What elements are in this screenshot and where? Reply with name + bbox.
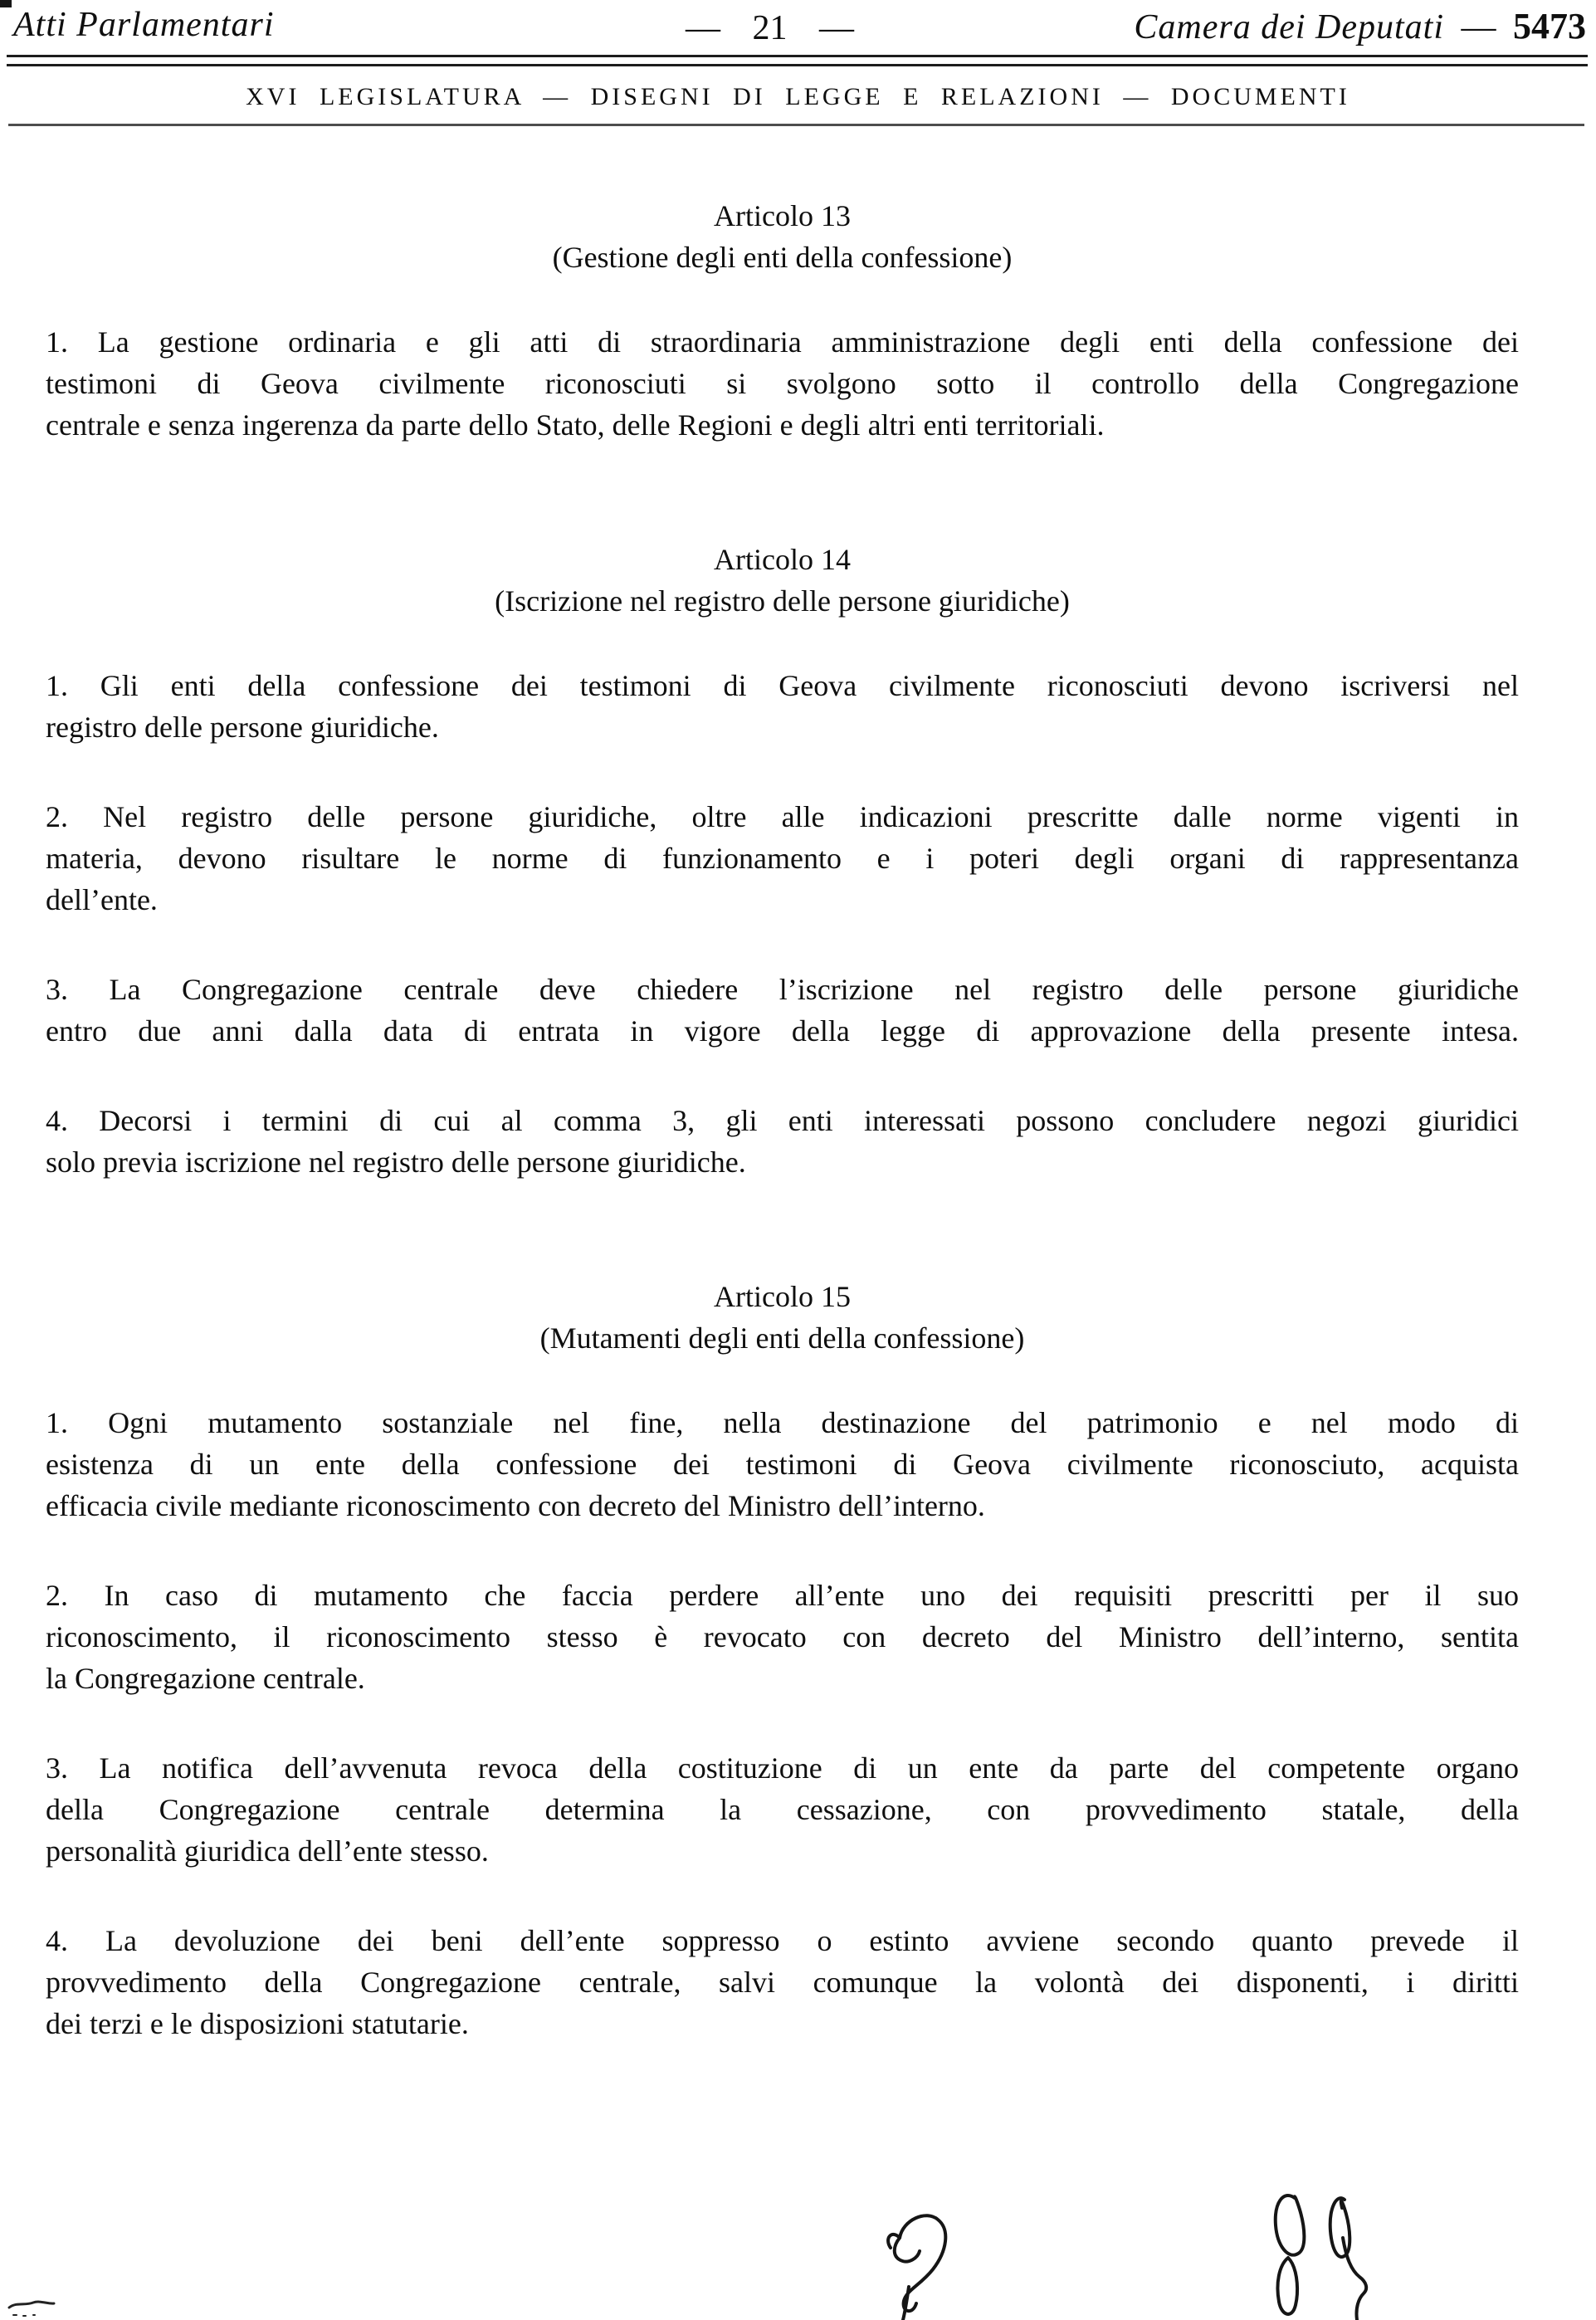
paragraph-line: registro delle persone giuridiche. [46, 711, 439, 744]
masthead-left-title: Atti Parlamentari [13, 6, 275, 44]
paragraph-line: solo previa iscrizione nel registro delle persone giuridiche. [46, 1145, 746, 1179]
paragraph-line: della Congregazione centrale determina la cessazione, con provvedimento statale, della [46, 1793, 1519, 1826]
article-paragraph [46, 1100, 1519, 1183]
article-paragraph [46, 1747, 1519, 1872]
paragraph-line: 1. Gli enti della confessione dei testimoni di Geova civilmente riconosciuti devono iscriversi nel [46, 669, 1519, 702]
paragraph-line: entro due anni dalla data di entrata in vigore della legge di approvazione della presente intesa. [46, 1014, 1519, 1048]
paragraph-line: personalità giuridica dell’ente stesso. [46, 1834, 489, 1868]
masthead-right-title [1134, 5, 1586, 47]
article-paragraph [46, 1575, 1519, 1699]
article-title: Articolo 15 [714, 1280, 851, 1313]
dash-separator: — [1461, 8, 1496, 46]
paragraph-line: dei terzi e le disposizioni statutarie. [46, 2007, 469, 2040]
document-number: 5473 [1513, 6, 1586, 46]
paragraph-line: provvedimento della Congregazione centrale, salvi comunque la volontà dei disponenti, i diritti [46, 1966, 1519, 1999]
chamber-title: Camera dei Deputati [1134, 8, 1444, 46]
document-body [46, 133, 1519, 2044]
paragraph-line: 3. La Congregazione centrale deve chiedere l’iscrizione nel registro delle persone giuridiche [46, 973, 1519, 1006]
page-number-text: — 21 — [686, 9, 854, 47]
article-paragraph [46, 969, 1519, 1052]
paragraph-line: 1. La gestione ordinaria e gli atti di straordinaria amministrazione degli enti della confessione dei [46, 325, 1519, 359]
paragraph-line: dell’ente. [46, 883, 158, 916]
paragraph-line: 2. In caso di mutamento che faccia perdere all’ente uno dei requisiti prescritti per il suo [46, 1579, 1519, 1612]
paragraph-line: 4. Decorsi i termini di cui al comma 3, gli enti interessati possono concludere negozi giuridici [46, 1104, 1519, 1137]
article-paragraph [46, 796, 1519, 921]
paragraph-line: 4. La devoluzione dei beni dell’ente soppresso o estinto avviene secondo quanto prevede il [46, 1924, 1519, 1957]
paragraph-line: centrale e senza ingerenza da parte dello Stato, delle Regioni e degli altri enti territoriali. [46, 408, 1105, 442]
paragraph-line: 1. Ogni mutamento sostanziale nel fine, nella destinazione del patrimonio e nel modo di [46, 1406, 1519, 1439]
article-paragraph [46, 321, 1519, 446]
signature-initials-right-icon [1253, 2186, 1371, 2320]
paragraph-line: riconoscimento, il riconoscimento stesso è revocato con decreto del Ministro dell’interno, sentita [46, 1620, 1519, 1653]
single-rule [8, 124, 1584, 126]
article-paragraph [46, 665, 1519, 748]
paragraph-line: esistenza di un ente della confessione dei testimoni di Geova civilmente riconosciuto, acquista [46, 1448, 1519, 1481]
article-subtitle: (Mutamenti degli enti della confessione) [539, 1321, 1025, 1355]
article-title: Articolo 14 [714, 543, 851, 576]
article-subtitle: (Gestione degli enti della confessione) [552, 241, 1013, 274]
article-section-14 [46, 539, 1519, 1183]
paragraph-line: materia, devono risultare le norme di funzionamento e i poteri degli organi di rappresentanza [46, 842, 1519, 875]
scan-smudge-bottom-left-icon [7, 2299, 56, 2319]
article-subtitle: (Iscrizione nel registro delle persone giuridiche) [495, 584, 1070, 618]
article-section-13 [46, 195, 1519, 446]
article-title: Articolo 13 [714, 199, 851, 232]
paragraph-line: 3. La notifica dell’avvenuta revoca della costituzione di un ente da parte del competente organo [46, 1751, 1519, 1785]
article-paragraph [46, 1402, 1519, 1526]
legislature-line: XVI LEGISLATURA — DISEGNI DI LEGGE E RELAZIONI — DOCUMENTI [246, 83, 1350, 110]
paragraph-line: testimoni di Geova civilmente riconosciuti si svolgono sotto il controllo della Congregazione [46, 367, 1519, 400]
paragraph-line: 2. Nel registro delle persone giuridiche, oltre alle indicazioni prescritte dalle norme vigenti in [46, 800, 1519, 833]
scan-smudge-top-left-icon [0, 0, 12, 7]
paragraph-line: la Congregazione centrale. [46, 1662, 365, 1695]
double-rule [7, 55, 1588, 66]
paragraph-line: efficacia civile mediante riconoscimento con decreto del Ministro dell’interno. [46, 1489, 985, 1522]
article-paragraph [46, 1920, 1519, 2044]
article-section-15 [46, 1276, 1519, 2044]
signature-initials-left-icon [870, 2205, 968, 2320]
